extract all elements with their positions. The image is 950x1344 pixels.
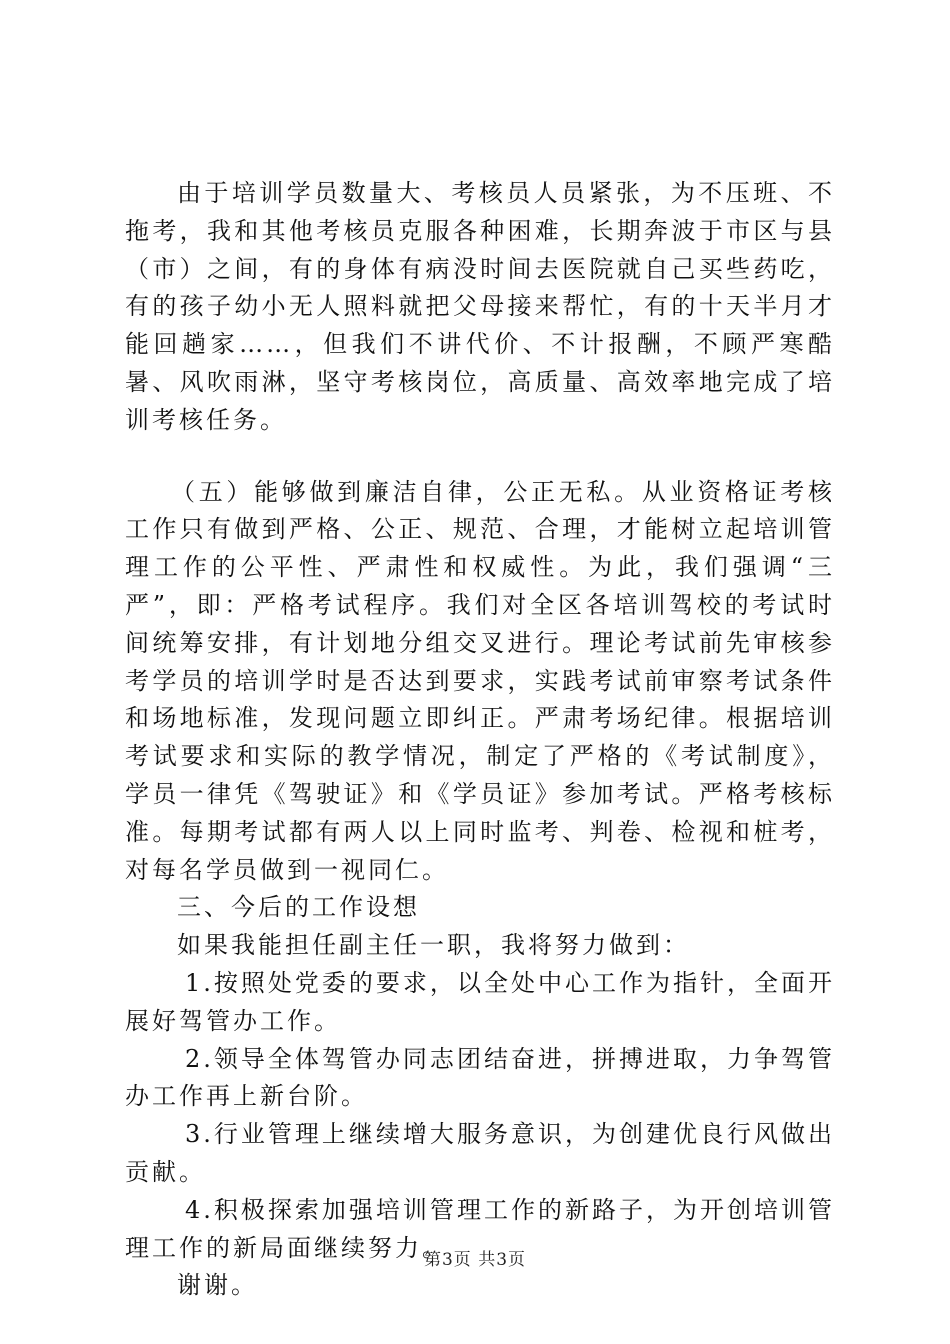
paragraph-hardship: 由于培训学员数量大、考核员人员紧张，为不压班、不拖考，我和其他考核员克服各种困难，长期奔波于市区与县（市）之间，有的身体有病没时间去医院就自己买些药吃，有的孩子幼小无人照料就把父母接来帮忙，有的十天半月才能回趟家……，但我们不讲代价、不计报酬，不顾严寒酷暑、风吹雨淋，坚守考核岗位，高质量、高效率地完成了培训考核任务。 bbox=[125, 179, 835, 434]
page-number-footer bbox=[0, 1245, 950, 1270]
section-heading-future-plans: 三、今后的工作设想 bbox=[177, 893, 420, 922]
paragraph-commitment-intro: 如果我能担任副主任一职，我将努力做到： bbox=[177, 931, 690, 960]
paragraph-integrity: （五）能够做到廉洁自律，公正无私。从业资格证考核工作只有做到严格、公正、规范、合理，才能树立起培训管理工作的公平性、严肃性和权威性。为此，我们强调“三严”，即：严格考试程序。我们对全区各培训驾校的考试时间统筹安排，有计划地分组交叉进行。理论考试前先审核参考学员的培训学时是否达到要求，实践考试前审察考试条件和场地标准，发现问题立即纠正。严肃考场纪律。根据培训考试要求和实际的教学情况，制定了严格的《考试制度》，学员一律凭《驾驶证》和《学员证》参加考试。严格考核标准。每期考试都有两人以上同时监考、判卷、检视和桩考，对每名学员做到一视同仁。 bbox=[125, 477, 835, 884]
list-item-4: 4.积极探索加强培训管理工作的新路子，为开创培训管理工作的新局面继续努力。 bbox=[125, 1195, 835, 1262]
paragraph-spacer bbox=[125, 440, 835, 474]
list-item-1: 1.按照处党委的要求，以全处中心工作为指针，全面开展好驾管办工作。 bbox=[125, 968, 835, 1035]
list-item-3: 3.行业管理上继续增大服务意识，为创建优良行风做出贡献。 bbox=[125, 1120, 835, 1186]
list-item-2: 2.领导全体驾管办同志团结奋进，拼搏进取，力争驾管办工作再上新台阶。 bbox=[125, 1044, 835, 1111]
document-body bbox=[125, 175, 835, 1305]
closing-thanks: 谢谢。 bbox=[177, 1271, 258, 1300]
page-number-label: 第3页 共3页 bbox=[423, 1250, 527, 1270]
